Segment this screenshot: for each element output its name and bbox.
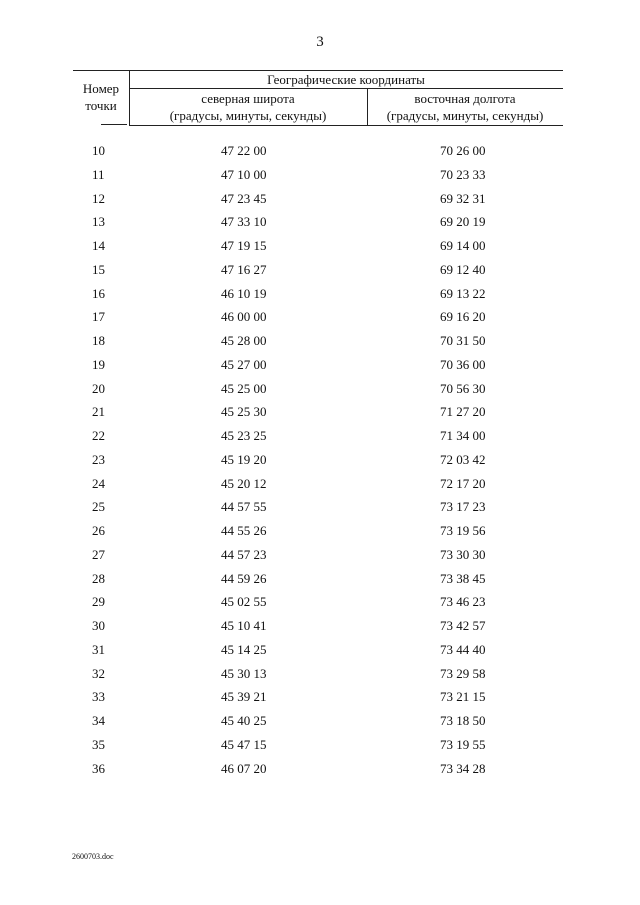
table-row (0, 711, 640, 735)
header-point-number-line1: Номер (82, 81, 120, 96)
longitude: 72 03 42 (440, 451, 486, 467)
table-row (0, 687, 640, 711)
point-number: 15 (92, 261, 105, 277)
table-row (0, 260, 640, 284)
header-lon-units: (градусы, минуты, секунды) (386, 108, 544, 123)
longitude: 70 31 50 (440, 333, 486, 348)
longitude: 73 44 40 (440, 641, 486, 657)
point-number: 31 (92, 641, 105, 657)
header-group-title: Географические координаты (267, 72, 425, 87)
table-row (0, 569, 640, 593)
header-lat-units: (градусы, минуты, секунды) (169, 108, 327, 123)
latitude: 45 40 25 (221, 713, 267, 728)
latitude: 45 02 55 (221, 594, 267, 610)
longitude: 73 30 30 (440, 546, 486, 562)
point-number: 27 (92, 546, 105, 562)
point-number: 29 (92, 594, 105, 610)
point-number: 34 (92, 713, 105, 728)
longitude: 73 46 23 (440, 594, 486, 610)
point-number: 32 (92, 665, 105, 681)
table-row (0, 450, 640, 474)
point-number: 19 (92, 356, 105, 372)
table-row (0, 307, 640, 331)
longitude: 73 21 15 (440, 689, 486, 705)
latitude: 46 00 00 (221, 309, 267, 325)
latitude: 47 10 00 (221, 166, 267, 182)
table-row (0, 236, 640, 260)
longitude: 69 16 20 (440, 309, 486, 325)
table-row (0, 426, 640, 450)
table-row (0, 616, 640, 640)
latitude: 45 27 00 (221, 356, 267, 372)
table-row (0, 331, 640, 355)
longitude: 69 13 22 (440, 285, 486, 301)
longitude: 70 36 00 (440, 356, 486, 372)
point-number: 23 (92, 451, 105, 467)
latitude: 44 59 26 (221, 570, 267, 586)
point-number: 22 (92, 428, 105, 443)
table-row (0, 640, 640, 664)
table-row (0, 402, 640, 426)
latitude: 44 55 26 (221, 523, 267, 538)
table-row (0, 189, 640, 213)
latitude: 45 10 41 (221, 618, 267, 633)
longitude: 71 34 00 (440, 428, 486, 443)
longitude: 72 17 20 (440, 475, 486, 491)
latitude: 45 25 00 (221, 380, 267, 396)
table-row (0, 141, 640, 165)
point-number: 21 (92, 404, 105, 420)
header-point-number-line2: точки (85, 98, 117, 113)
latitude: 47 19 15 (221, 238, 267, 253)
point-number: 12 (92, 190, 105, 206)
table-row (0, 474, 640, 498)
header-group-rule (129, 88, 563, 89)
latitude: 47 16 27 (221, 261, 267, 277)
table-row (0, 379, 640, 403)
longitude: 73 17 23 (440, 499, 486, 515)
table-row (0, 759, 640, 783)
point-number: 20 (92, 380, 105, 396)
header-bottom-rule (129, 125, 563, 126)
header-lat-title: северная широта (201, 91, 295, 106)
latitude: 46 10 19 (221, 285, 267, 301)
latitude: 45 23 25 (221, 428, 267, 443)
latitude: 45 14 25 (221, 641, 267, 657)
longitude: 73 18 50 (440, 713, 486, 728)
table-row (0, 497, 640, 521)
coordinates-table-body (0, 141, 640, 782)
latitude: 45 25 30 (221, 404, 267, 420)
longitude: 73 42 57 (440, 618, 486, 633)
table-row (0, 165, 640, 189)
point-number: 13 (92, 214, 105, 230)
header-lon-title: восточная долгота (414, 91, 516, 106)
point-number: 17 (92, 309, 105, 325)
header-number-underline (101, 124, 127, 125)
longitude: 73 19 56 (440, 523, 486, 538)
latitude: 46 07 20 (221, 760, 267, 776)
table-header (73, 70, 563, 126)
table-row (0, 521, 640, 545)
latitude: 45 39 21 (221, 689, 267, 705)
longitude: 73 19 55 (440, 736, 486, 752)
latitude: 47 23 45 (221, 190, 267, 206)
point-number: 26 (92, 523, 105, 538)
point-number: 11 (92, 166, 105, 182)
table-row (0, 664, 640, 688)
point-number: 18 (92, 333, 105, 348)
latitude: 47 33 10 (221, 214, 267, 230)
longitude: 70 26 00 (440, 143, 486, 158)
longitude: 69 32 31 (440, 190, 486, 206)
longitude: 69 14 00 (440, 238, 486, 253)
latitude: 44 57 55 (221, 499, 267, 515)
table-row (0, 592, 640, 616)
table-row (0, 545, 640, 569)
table-row (0, 284, 640, 308)
point-number: 35 (92, 736, 105, 752)
point-number: 25 (92, 499, 105, 515)
table-row (0, 735, 640, 759)
latitude: 45 19 20 (221, 451, 267, 467)
longitude: 70 23 33 (440, 166, 486, 182)
table-row (0, 355, 640, 379)
point-number: 28 (92, 570, 105, 586)
point-number: 16 (92, 285, 105, 301)
point-number: 33 (92, 689, 105, 705)
longitude: 73 38 45 (440, 570, 486, 586)
longitude: 71 27 20 (440, 404, 486, 420)
table-row (0, 212, 640, 236)
point-number: 14 (92, 238, 105, 253)
longitude: 70 56 30 (440, 380, 486, 396)
latitude: 44 57 23 (221, 546, 267, 562)
footer-filename: 2600703.doc (72, 852, 114, 861)
point-number: 30 (92, 618, 105, 633)
point-number: 10 (92, 143, 105, 158)
longitude: 69 20 19 (440, 214, 486, 230)
latitude: 45 28 00 (221, 333, 267, 348)
longitude: 69 12 40 (440, 261, 486, 277)
latitude: 45 47 15 (221, 736, 267, 752)
page-number: 3 (316, 34, 324, 50)
latitude: 47 22 00 (221, 143, 267, 158)
point-number: 24 (92, 475, 105, 491)
latitude: 45 30 13 (221, 665, 267, 681)
point-number: 36 (92, 760, 105, 776)
longitude: 73 34 28 (440, 760, 486, 776)
longitude: 73 29 58 (440, 665, 486, 681)
latitude: 45 20 12 (221, 475, 267, 491)
